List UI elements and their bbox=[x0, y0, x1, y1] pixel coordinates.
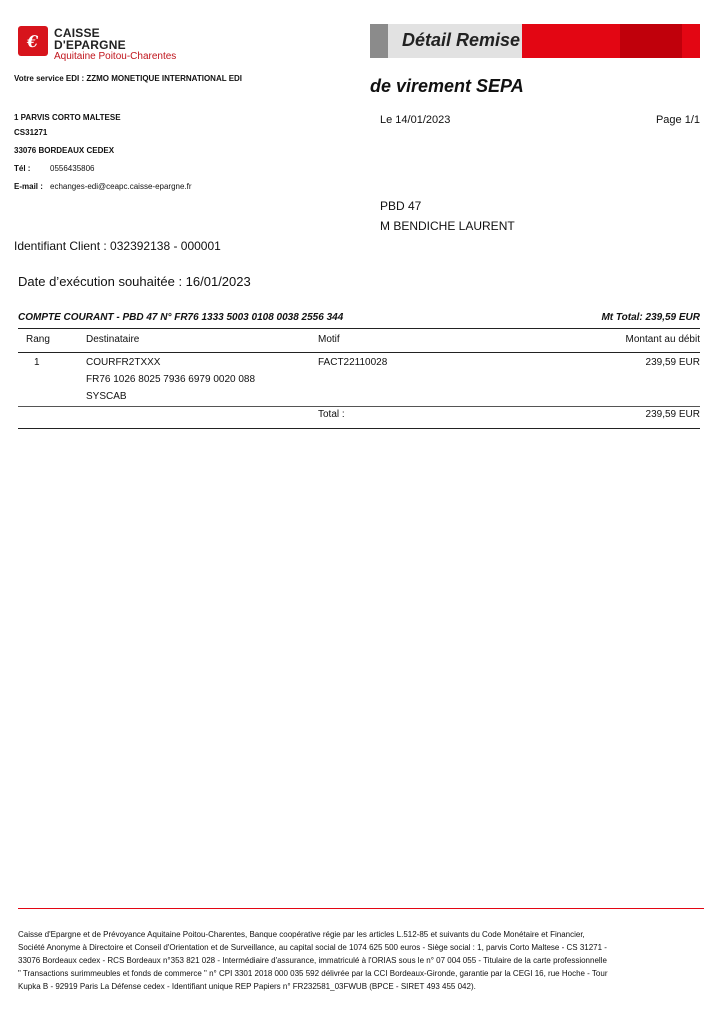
table-header-rule bbox=[18, 352, 700, 353]
footer-line: Caisse d'Epargne et de Prévoyance Aquitaine Poitou-Charentes, Banque coopérative régie par les articles L.512-85 et suivants du Code Monétaire et Financier, bbox=[18, 930, 585, 939]
logo-region: Aquitaine Poitou-Charentes bbox=[54, 51, 177, 62]
logo-text-line1: CAISSE bbox=[54, 26, 100, 40]
row-montant: 239,59 EUR bbox=[645, 357, 700, 368]
tel-label: Tél : bbox=[14, 164, 31, 173]
title-band bbox=[370, 24, 700, 58]
col-header-destinataire: Destinataire bbox=[86, 334, 140, 345]
row-dest-iban: FR76 1026 8025 7936 6979 0020 088 bbox=[86, 374, 256, 385]
account-total: Mt Total: 239,59 EUR bbox=[601, 312, 700, 323]
total-value: 239,59 EUR bbox=[645, 409, 700, 420]
edi-service: Votre service EDI : ZZMO MONETIQUE INTERNATIONAL EDI bbox=[14, 74, 243, 83]
footer-rule bbox=[18, 908, 704, 909]
document-title: Détail Remise bbox=[402, 30, 521, 50]
table-top-rule bbox=[18, 328, 700, 329]
row-rang: 1 bbox=[34, 357, 40, 368]
email-label: E-mail : bbox=[14, 182, 43, 191]
table-bottom-rule bbox=[18, 428, 700, 429]
account-label: COMPTE COURANT - PBD 47 N° FR76 1333 5003 0108 0038 2556 344 bbox=[18, 312, 344, 323]
total-label: Total : bbox=[318, 409, 345, 420]
footer-line: Société Anonyme à Directoire et Conseil d'Orientation et de Surveillance, au capital social de 1074 625 500 euros - Siège social : 1, parvis Corto Maltese - CS 31271 - bbox=[18, 943, 607, 952]
execution-date: Date d’exécution souhaitée : 16/01/2023 bbox=[18, 274, 251, 289]
logo-text-line2: D'EPARGNE bbox=[54, 38, 126, 52]
email-value: echanges-edi@ceapc.caisse-epargne.fr bbox=[50, 182, 192, 191]
table-row-rule bbox=[18, 406, 700, 407]
row-dest-name: SYSCAB bbox=[86, 391, 127, 402]
recipient-line-2: M BENDICHE LAURENT bbox=[380, 219, 515, 233]
tel-value: 0556435806 bbox=[50, 164, 95, 173]
document-date: Le 14/01/2023 bbox=[380, 114, 451, 126]
sender-address-3: 33076 BORDEAUX CEDEX bbox=[14, 146, 115, 155]
footer-line: Kupka B - 92919 Paris La Défense cedex - Identifiant unique REP Papiers n° FR232581_03FWUB (BPCE - SIRET 493 455 042). bbox=[18, 982, 476, 991]
squirrel-logo-icon: € bbox=[18, 26, 48, 56]
legal-footer bbox=[18, 928, 702, 993]
recipient-line-1: PBD 47 bbox=[380, 199, 422, 213]
document-subtitle: de virement SEPA bbox=[370, 76, 524, 96]
footer-line: 33076 Bordeaux cedex - RCS Bordeaux n°353 821 028 - Intermédiaire d'assurance, immatriculé à l'ORIAS sous le n° 07 004 055 - Titulaire de la carte professionnelle bbox=[18, 956, 607, 965]
footer-line: " Transactions surimmeubles et fonds de commerce " n° CPI 3301 2018 000 035 592 délivrée par la CCI Bordeaux-Gironde, garantie par la CEGI 16, rue Hoche - Tour bbox=[18, 969, 608, 978]
page-number: Page 1/1 bbox=[655, 114, 700, 126]
col-header-montant: Montant au débit bbox=[625, 334, 700, 345]
sender-address-2: CS31271 bbox=[14, 128, 48, 137]
col-header-motif: Motif bbox=[318, 334, 340, 345]
sender-address-1: 1 PARVIS CORTO MALTESE bbox=[14, 113, 121, 122]
col-header-rang: Rang bbox=[26, 334, 50, 345]
row-motif: FACT22110028 bbox=[318, 357, 388, 368]
client-identifier: Identifiant Client : 032392138 - 000001 bbox=[14, 239, 221, 253]
bank-logo bbox=[18, 24, 188, 60]
row-dest-bic: COURFR2TXXX bbox=[86, 357, 161, 368]
